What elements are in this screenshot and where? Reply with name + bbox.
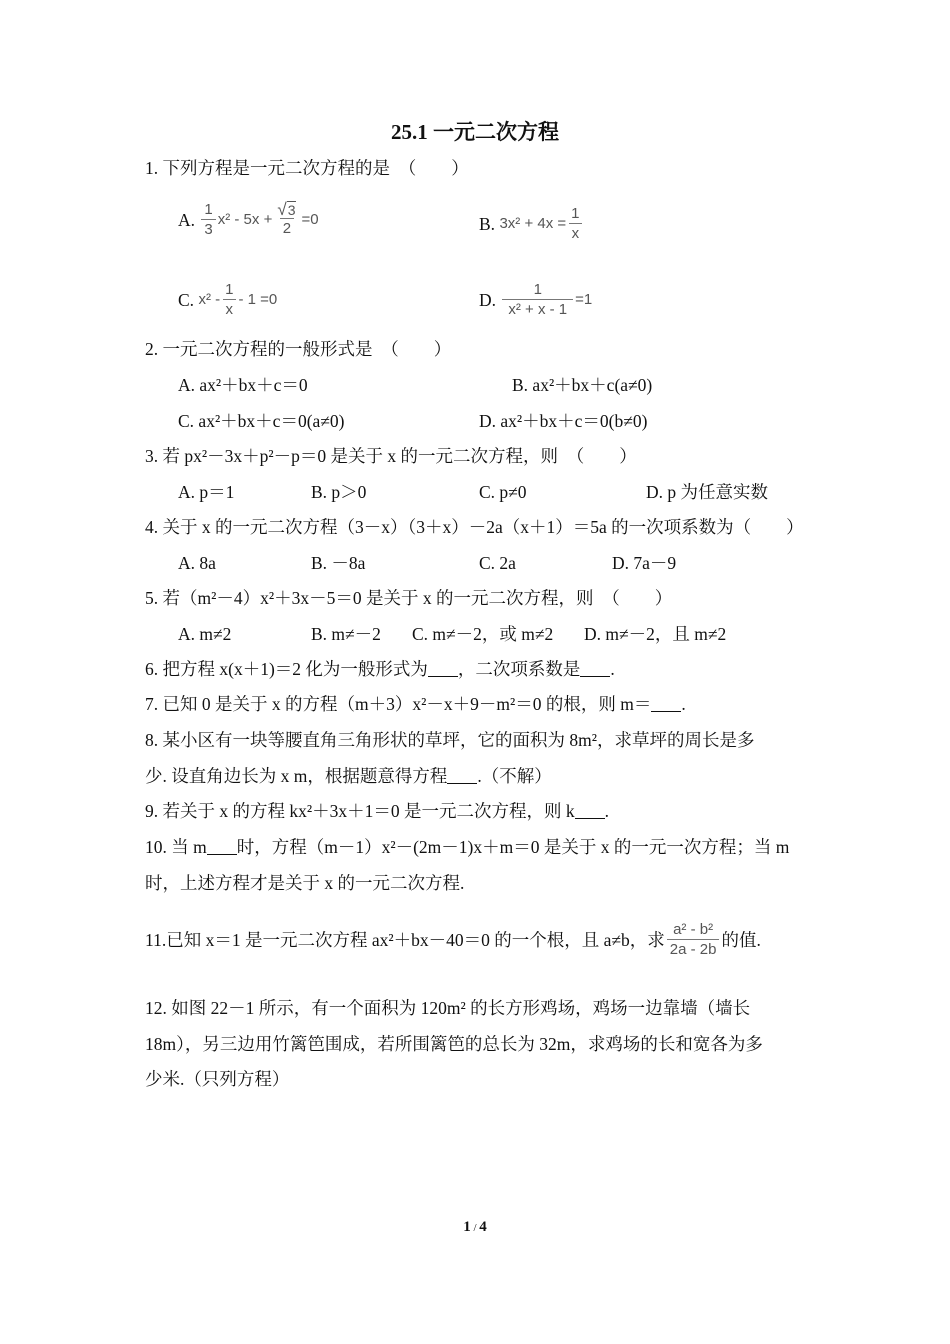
q4-stem: 4. 关于 x 的一元二次方程（3－x）（3＋x）－2a（x＋1）＝5a 的一次项系数为（ ） — [145, 517, 804, 537]
q12-line2: 18m），另三边用竹篱笆围成，若所围篱笆的总长为 32m，求鸡场的长和宽各为多 — [145, 1034, 763, 1054]
q1-option-a — [178, 200, 319, 239]
q11: 11.已知 x＝1 是一元二次方程 ax²＋bx－40＝0 的一个根，且 a≠b，求 $\frac{\text{a² - b²}}{2a - 2b}$ 的值. — [145, 921, 761, 958]
q5-stem: 5. 若（m²－4）x²＋3x－5＝0 是关于 x 的一元二次方程，则 （ ） — [145, 588, 673, 608]
q3-option-b: B. p＞0 — [311, 482, 367, 502]
q4-option-a: A. 8a — [178, 553, 216, 573]
q10-line1: 10. 当 m 时，方程（m－1）x²－(2m－1)x＋m＝0 是关于 x 的一元一次方程；当 m — [145, 837, 790, 857]
q7: 7. 已知 0 是关于 x 的方程（m＋3）x²－x＋9－m²＝0 的根，则 m＝ . — [145, 694, 686, 714]
expression: x² - 5x + — [217, 210, 273, 228]
option-label: A. — [178, 209, 196, 230]
q8-line1: 8. 某小区有一块等腰直角三角形状的草坪，它的面积为 8m²，求草坪的周长是多 — [145, 730, 755, 750]
fraction: $\frac{1}{3}$ — [201, 200, 215, 239]
expression: - 1 =0 — [238, 290, 278, 308]
q3-stem: 3. 若 px²－3x＋p²－p＝0 是关于 x 的一元二次方程，则 （ ） — [145, 446, 637, 466]
q2-option-c: C. ax²＋bx＋c＝0(a≠0) — [178, 411, 345, 431]
expression: =0 — [301, 210, 319, 228]
expression: 3x² + 4x = — [499, 214, 567, 232]
fraction: √ 3 2 — [277, 200, 296, 237]
expression: x² - — [198, 290, 221, 308]
q1-option-d — [479, 280, 592, 319]
q3-option-d: D. p 为任意实数 — [646, 482, 769, 502]
fraction: $\frac{1}{\text{x² + x - 1}}$ — [502, 280, 573, 319]
q3-option-c: C. p≠0 — [479, 482, 527, 502]
q10-line2: 时，上述方程才是关于 x 的一元二次方程. — [145, 873, 465, 893]
answer-blank[interactable] — [580, 660, 610, 677]
q12-line3: 少米.（只列方程） — [145, 1069, 290, 1089]
fraction: $\frac{1}{x}$ — [222, 280, 236, 319]
expression: =1 — [575, 290, 593, 308]
q1-stem: 1. 下列方程是一元二次方程的是 （ ） — [145, 158, 469, 178]
page-title: 25.1 一元二次方程 — [391, 120, 559, 144]
q5-option-d: D. m≠－2，且 m≠2 — [584, 624, 727, 644]
q4-option-c: C. 2a — [479, 553, 516, 573]
answer-blank[interactable] — [651, 695, 681, 712]
q9: 9. 若关于 x 的方程 kx²＋3x＋1＝0 是一元二次方程，则 k . — [145, 801, 609, 821]
fraction: $\frac{1}{x}$ — [568, 204, 582, 243]
option-label: B. — [479, 213, 496, 234]
page-number: 1 / 4 — [463, 1219, 487, 1235]
q2-option-d: D. ax²＋bx＋c＝0(b≠0) — [479, 411, 648, 431]
q3-option-a: A. p＝1 — [178, 482, 235, 502]
q5-option-a: A. m≠2 — [178, 624, 232, 644]
q5-option-c: C. m≠－2，或 m≠2 — [412, 624, 554, 644]
answer-blank[interactable] — [207, 838, 237, 855]
q2-option-b: B. ax²＋bx＋c(a≠0) — [512, 375, 653, 395]
q4-option-d: D. 7a－9 — [612, 553, 677, 573]
option-label: C. — [178, 289, 195, 310]
q12-line1: 12. 如图 22－1 所示，有一个面积为 120m² 的长方形鸡场，鸡场一边靠墙（墙长 — [145, 998, 751, 1018]
answer-blank[interactable] — [428, 660, 458, 677]
q6: 6. 把方程 x(x＋1)＝2 化为一般形式为 ，二次项系数是 . — [145, 659, 615, 679]
q2-stem: 2. 一元二次方程的一般形式是 （ ） — [145, 339, 452, 359]
answer-blank[interactable] — [447, 767, 477, 784]
answer-blank[interactable] — [575, 802, 605, 819]
q1-option-b — [479, 204, 584, 243]
fraction: $\frac{\text{a² - b²}}{2a - 2b}$ — [667, 920, 720, 959]
q1-option-c — [178, 280, 277, 319]
q5-option-b: B. m≠－2 — [311, 624, 381, 644]
q4-option-b: B. －8a — [311, 553, 366, 573]
option-label: D. — [479, 289, 497, 310]
q8-line2: 少. 设直角边长为 x m，根据题意得方程 .（不解） — [145, 766, 552, 786]
q2-option-a: A. ax²＋bx＋c＝0 — [178, 375, 308, 395]
